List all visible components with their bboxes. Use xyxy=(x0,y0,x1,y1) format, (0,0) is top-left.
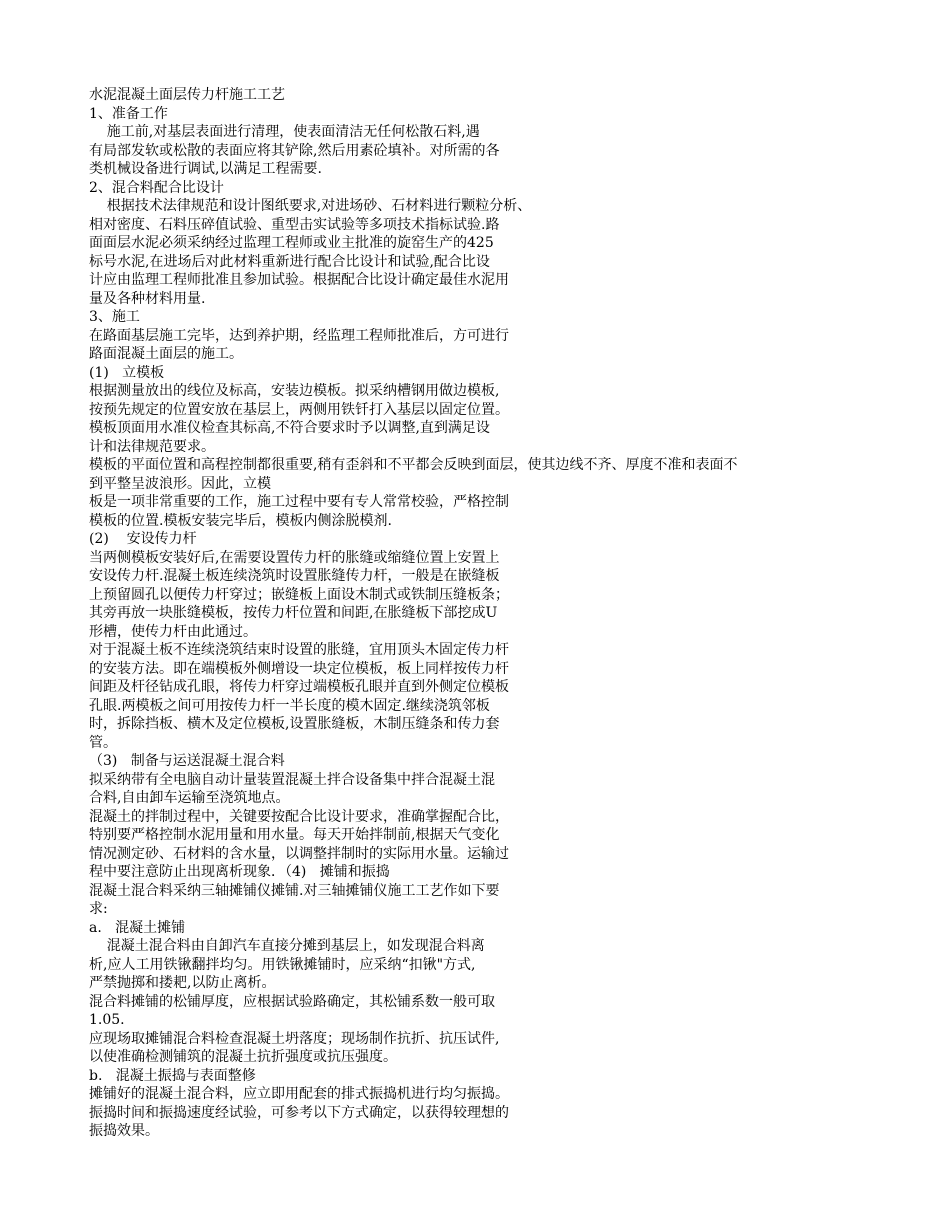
text-line: 拟采纳带有全电脑自动计量装置混凝土拌合设备集中拌合混凝土混 xyxy=(89,771,495,788)
text-line: 时，拆除挡板、横木及定位模板,设置胀缝板，木制压缝条和传力套 xyxy=(89,716,500,732)
text-line: 2、混合料配合比设计 xyxy=(89,179,224,196)
text-line: 振捣效果。 xyxy=(89,1123,159,1139)
text-line: 管。 xyxy=(89,734,117,751)
text-line: (1) 立模板 xyxy=(89,364,165,381)
text-line: 路面混凝土面层的施工。 xyxy=(89,346,243,362)
text-line: 模板的平面位置和高程控制都很重要,稍有歪斜和不平都会反映到面层，使其边线不齐、厚度不准和表面不 xyxy=(89,457,738,473)
text-line: 板是一项非常重要的工作，施工过程中要有专人常常校验，严格控制 xyxy=(89,494,509,510)
text-line: (2) 安设传力杆 xyxy=(89,531,197,547)
text-line: 模板顶面用水准仪检查其标高,不符合要求时予以调整,直到满足设 xyxy=(89,420,490,436)
text-line: 有局部发软或松散的表面应将其铲除,然后用素砼填补。对所需的各 xyxy=(89,142,500,159)
text-line: 计应由监理工程师批准且参加试验。根据配合比设计确定最佳水泥用 xyxy=(89,272,509,288)
text-line: 上预留圆孔以便传力杆穿过；嵌缝板上面设木制式或铁制压缝板条； xyxy=(89,586,509,603)
text-line: 合料,自由卸车运输至浇筑地点。 xyxy=(89,790,290,806)
text-line: （3) 制备与运送混凝土混合料 xyxy=(89,753,285,769)
text-line: 到平整呈波浪形。因此，立模 xyxy=(89,475,271,492)
text-line: 施工前,对基层表面进行清理，使表面清洁无任何松散石料,遇 xyxy=(89,124,480,140)
text-line: 当两侧模板安装好后,在需要设置传力杆的胀缝或缩缝位置上安置上 xyxy=(89,549,500,566)
text-line: 在路面基层施工完毕，达到养护期，经监理工程师批准后，方可进行 xyxy=(89,327,509,344)
text-line: 1.05. xyxy=(89,1012,125,1028)
text-line: 混凝土的拌制过程中，关键要按配合比设计要求，准确掌握配合比， xyxy=(89,808,509,825)
text-line: 安设传力杆.混凝土板连续浇筑时设置胀缝传力杆，一般是在嵌缝板 xyxy=(89,568,500,584)
text-line: 类机械设备进行调试,以满足工程需要. xyxy=(89,161,322,177)
text-line: 按预先规定的位置安放在基层上，两侧用铁钎打入基层以固定位置。 xyxy=(89,401,509,418)
text-line: 对于混凝土板不连续浇筑结束时设置的胀缝，宜用顶头木固定传力杆 xyxy=(89,642,509,658)
text-line: 根据技术法律规范和设计图纸要求,对进场砂、石材料进行颗粒分析、 xyxy=(89,198,532,214)
text-line: 摊铺好的混凝土混合料，应立即用配套的排式振捣机进行均匀振捣。 xyxy=(89,1086,509,1102)
text-line: 形槽，使传力杆由此通过。 xyxy=(89,623,257,640)
document-page xyxy=(89,86,864,1141)
text-line: 其旁再放一块胀缝模板，按传力杆位置和间距,在胀缝板下部挖成U xyxy=(89,605,498,621)
text-line: 计和法律规范要求。 xyxy=(89,438,215,455)
text-line: 相对密度、石料压碎值试验、重型击实试验等多项技术指标试验.路 xyxy=(89,216,500,233)
text-line: 应现场取摊铺混合料检查混凝土坍落度；现场制作抗折、抗压试件, xyxy=(89,1030,500,1047)
text-line: 析,应人工用铁锹翻拌均匀。用铁锹摊铺时，应采纳“扣锹"方式, xyxy=(89,956,476,973)
text-line: 量及各种材料用量. xyxy=(89,290,206,307)
text-line: 混凝土混合料由自卸汽车直接分摊到基层上，如发现混合料离 xyxy=(89,938,485,954)
text-line: 根据测量放出的线位及标高，安装边模板。拟采纳槽钢用做边模板, xyxy=(89,383,500,399)
text-line: 振捣时间和振捣速度经试验，可参考以下方式确定，以获得较理想的 xyxy=(89,1104,509,1121)
text-line: 严禁抛掷和搂耙,以防止离析。 xyxy=(89,975,276,991)
text-line: 混凝土混合料采纳三轴摊铺仪摊铺.对三轴摊铺仪施工工艺作如下要 xyxy=(89,882,500,899)
text-line: 特别要严格控制水泥用量和用水量。每天开始拌制前,根据天气变化 xyxy=(89,827,500,843)
text-line: b. 混凝土振捣与表面整修 xyxy=(89,1067,256,1084)
text-line: 面面层水泥必须采纳经过监理工程师或业主批准的旋窑生产的425 xyxy=(89,235,494,251)
text-line: a. 混凝土摊铺 xyxy=(89,919,186,936)
text-line: 1、准备工作 xyxy=(89,105,168,122)
text-line: 求: xyxy=(89,901,108,917)
text-line: 程中要注意防止出现离析现象．（4) 摊铺和振捣 xyxy=(89,864,390,880)
document-title: 水泥混凝土面层传力杆施工工艺 xyxy=(89,87,285,103)
text-line: 间距及杆径钻成孔眼，将传力杆穿过端模板孔眼并直到外侧定位模板 xyxy=(89,679,509,695)
text-line: 3、施工 xyxy=(89,309,140,325)
text-line: 情况测定砂、石材料的含水量，以调整拌制时的实际用水量。运输过 xyxy=(89,845,509,862)
text-line: 孔眼.两模板之间可用按传力杆一半长度的模木固定.继续浇筑邻板 xyxy=(89,697,490,714)
text-line: 的安装方法。即在端模板外侧增设一块定位模板，板上同样按传力杆 xyxy=(89,660,509,677)
text-line: 模板的位置.模板安装完毕后，模板内侧涂脱模剂. xyxy=(89,512,392,529)
text-line: 混合料摊铺的松铺厚度，应根据试验路确定，其松铺系数一般可取 xyxy=(89,993,495,1010)
text-line: 以使准确检测铺筑的混凝土抗折强度或抗压强度。 xyxy=(89,1049,397,1065)
text-line: 标号水泥,在进场后对此材料重新进行配合比设计和试验,配合比设 xyxy=(89,253,490,270)
